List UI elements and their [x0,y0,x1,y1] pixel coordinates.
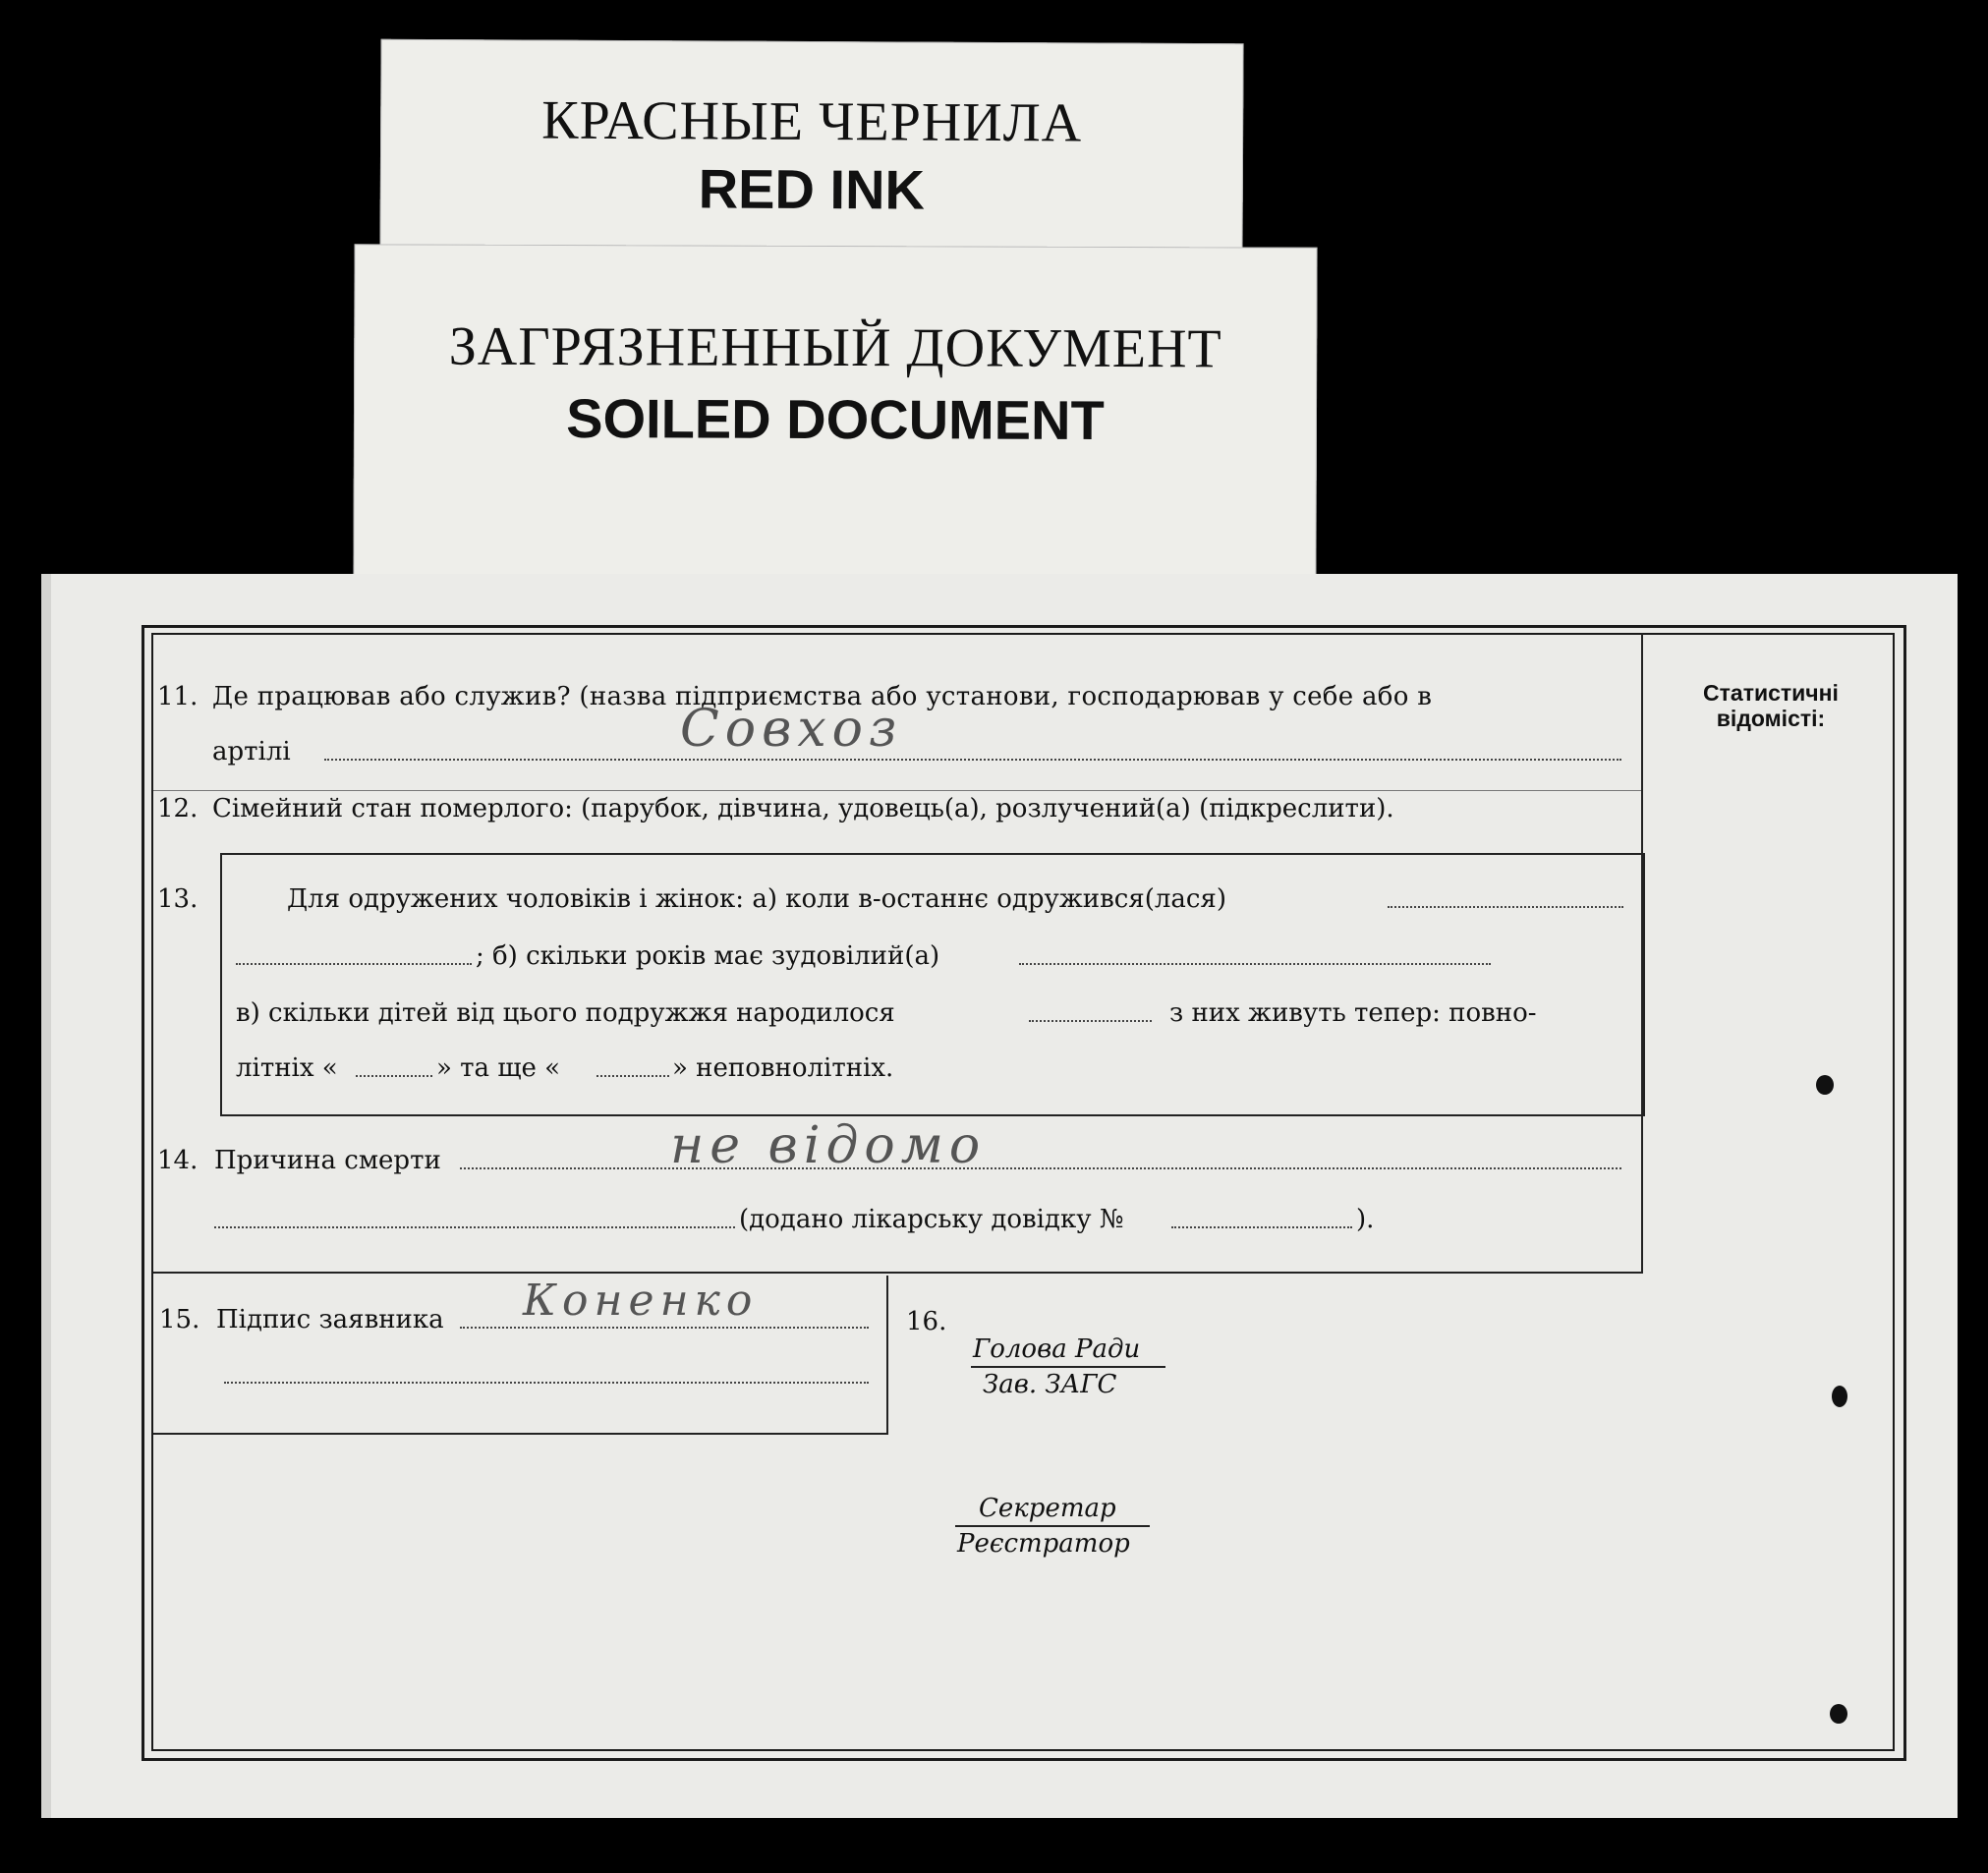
item13-line2: ; б) скільки років має зудовілий(а) [476,941,940,971]
death-record-form [41,574,1958,1818]
item14-certificate-close: ). [1356,1205,1375,1234]
red-ink-english: RED INK [698,157,926,221]
item16-head-divider [971,1366,1165,1368]
punch-hole-3 [1830,1704,1847,1724]
item13-date-line [1388,906,1623,908]
soiled-document-slip [353,244,1317,579]
item13-years-line [1019,963,1491,965]
item13-line4c: » неповнолітніх. [672,1053,894,1083]
item15-signature-line [460,1327,869,1329]
red-ink-slip [379,39,1243,274]
item14-number: 14. [157,1146,199,1175]
item14-certificate-text: (додано лікарську довідку № [739,1205,1124,1234]
item14-cause-line [460,1167,1621,1169]
item16-number: 16. [906,1307,947,1336]
item11-handwritten-answer: Совхоз [680,700,903,759]
item15-signature-label: Підпис заявника [216,1305,444,1334]
item11-question: Де працював або служив? (назва підприємства або установи, господарював у себе або в [212,682,1433,711]
item14-cause-label: Причина смерти [214,1146,441,1175]
item11-number: 11. [157,682,199,711]
item13-number: 13. [157,884,199,914]
item16-registrar-title: Реєстратор [957,1529,1130,1559]
item14-certificate-number-line [1171,1226,1352,1228]
item13-line4b: » та ще « [436,1053,561,1083]
item15-handwritten-signature: Коненко [523,1276,759,1326]
divider-14-15 [153,1272,1643,1274]
item16-zags-title: Зав. ЗАГС [983,1370,1117,1399]
item13-minor-line [596,1075,669,1077]
red-ink-russian: КРАСНЫЕ ЧЕРНИЛА [541,89,1083,154]
item12-number: 12. [157,794,199,823]
item13-children-line [1029,1020,1152,1022]
punch-hole-1 [1816,1075,1834,1095]
item11-answer-line [324,759,1621,761]
item15-number: 15. [159,1305,200,1334]
item16-secretary-title: Секретар [979,1494,1116,1523]
item16-head-title: Голова Ради [973,1334,1141,1364]
item13-line1: Для одружених чоловіків і жінок: а) коли в-останнє одружився(лася) [287,884,1226,914]
item13-date-line2 [236,963,472,965]
item12-marital-status: Сімейний стан померлого: (парубок, дівчина, удовець(а), розлучений(а) (підкреслити). [212,794,1394,823]
item15-signature-line2 [224,1382,869,1384]
soiled-document-russian: ЗАГРЯЗНЕННЫЙ ДОКУМЕНТ [448,315,1222,380]
divider-11-12 [153,790,1641,791]
item13-adult-line [356,1075,432,1077]
item13-line4a: літніх « [236,1053,338,1083]
item13-line3b: з них живуть тепер: повно- [1169,998,1537,1028]
item14-handwritten-cause: не відомо [670,1116,987,1175]
item13-line3a: в) скільки дітей від цього подружжя народилося [236,998,895,1028]
item15-box [153,1276,888,1435]
soiled-document-english: SOILED DOCUMENT [566,387,1105,451]
stat-column-header: Статистичні відомісті: [1703,680,1839,732]
item14-line2 [214,1226,735,1228]
item11-artil-label: артілі [212,737,291,766]
punch-hole-2 [1832,1386,1847,1407]
item16-secretary-divider [955,1525,1150,1527]
